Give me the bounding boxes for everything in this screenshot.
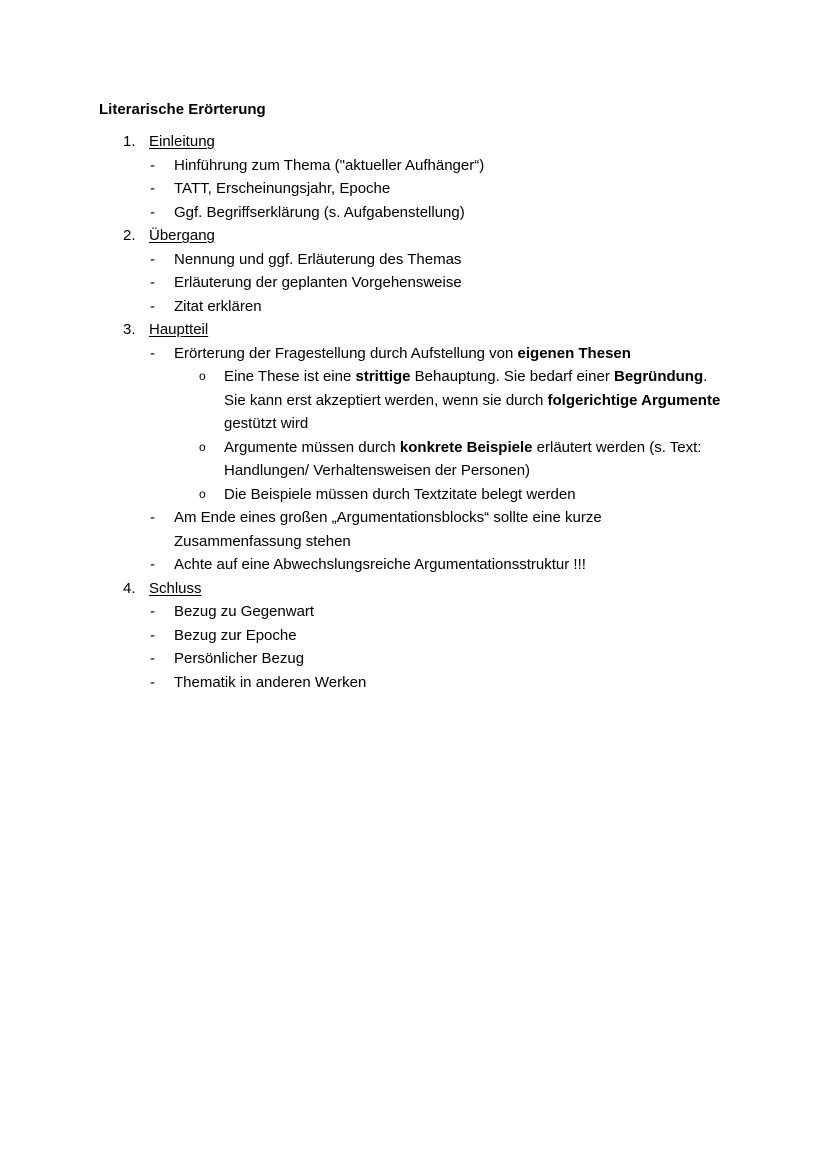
text-segment: Eine These ist eine — [224, 368, 356, 385]
list-item-text: Bezug zu Gegenwart — [174, 603, 315, 620]
dash-bullet: - — [150, 650, 155, 667]
section-number: 1. — [123, 133, 136, 150]
section-hauptteil — [0, 318, 828, 342]
list-item — [0, 600, 828, 624]
list-item — [0, 647, 828, 671]
text-segment: Behauptung. Sie bedarf einer — [410, 368, 614, 385]
list-item-text: Hinführung zum Thema ("aktueller Aufhänger“) — [174, 156, 485, 174]
list-item — [0, 177, 828, 201]
dash-bullet: - — [150, 203, 155, 221]
bold-segment: eigenen Thesen — [517, 344, 631, 362]
text-segment: gestützt wird — [224, 415, 309, 432]
text-segment: erläutert werden (s. Text: Handlungen/ Verhaltensweisen der Personen) — [224, 438, 702, 479]
outline — [0, 130, 828, 694]
text-segment: Erörterung der Fragestellung durch Aufstellung von — [174, 344, 518, 362]
section-number: 3. — [123, 321, 136, 338]
bold-segment: konkrete Beispiele — [399, 438, 533, 456]
section-schluss — [0, 577, 828, 601]
list-item-text: Achte auf eine Abwechslungsreiche Argumentationsstruktur !!! — [174, 556, 586, 573]
list-item — [0, 506, 828, 553]
dash-bullet: - — [150, 274, 155, 291]
list-item-text: Zitat erklären — [174, 297, 262, 315]
list-item-text: Erläuterung der geplanten Vorgehensweise — [174, 274, 462, 291]
dash-bullet: - — [150, 250, 155, 268]
dash-bullet: - — [150, 156, 155, 174]
sub-list-item-text: Die Beispiele müssen durch Textzitate belegt werden — [224, 485, 576, 503]
sub-list-item-text — [224, 436, 724, 483]
list-item-text: Bezug zur Epoche — [174, 626, 297, 644]
list-item-text: Nennung und ggf. Erläuterung des Themas — [174, 250, 462, 268]
list-item-text: Ggf. Begriffserklärung (s. Aufgabenstellung) — [174, 203, 465, 221]
dash-bullet: - — [150, 603, 155, 620]
section-title: Übergang — [149, 227, 215, 244]
dash-bullet: - — [150, 344, 155, 362]
sub-list-item — [0, 483, 828, 507]
text-segment: Argumente müssen durch — [224, 438, 400, 456]
list-item-text: Am Ende eines großen „Argumentationsblocks“ sollte eine kurze Zusammenfassung stehen — [174, 509, 602, 550]
bold-segment: folgerichtige Argumente — [547, 391, 721, 409]
list-item — [0, 201, 828, 225]
document-title: Literarische Erörterung — [99, 101, 266, 118]
sub-list-item — [0, 365, 828, 436]
sub-list-item — [0, 436, 828, 483]
circle-bullet: o — [199, 369, 206, 383]
bold-segment: strittige — [355, 368, 411, 385]
section-einleitung — [0, 130, 828, 154]
list-item — [0, 671, 828, 695]
text-segment: . Sie kann erst akzeptiert werden, wenn sie durch — [224, 368, 708, 409]
list-item-text: Thematik in anderen Werken — [174, 673, 367, 691]
list-item — [0, 295, 828, 319]
circle-bullet: o — [199, 486, 206, 501]
dash-bullet: - — [150, 509, 155, 526]
dash-bullet: - — [150, 626, 155, 644]
dash-bullet: - — [150, 297, 155, 315]
list-item — [0, 624, 828, 648]
section-title: Einleitung — [149, 133, 215, 150]
bold-segment: Begründung — [613, 368, 704, 385]
list-item — [0, 342, 828, 366]
list-item — [0, 154, 828, 178]
list-item-text — [174, 342, 674, 366]
section-title: Hauptteil — [149, 321, 209, 338]
dash-bullet: - — [150, 180, 155, 197]
section-number: 2. — [123, 227, 136, 244]
section-title: Schluss — [149, 579, 202, 597]
dash-bullet: - — [150, 556, 155, 573]
list-item — [0, 271, 828, 295]
section-number: 4. — [123, 579, 136, 597]
section-uebergang — [0, 224, 828, 248]
list-item-text: TATT, Erscheinungsjahr, Epoche — [174, 180, 391, 197]
circle-bullet: o — [199, 439, 206, 454]
dash-bullet: - — [150, 673, 155, 691]
sub-list-item-text — [224, 365, 724, 436]
list-item — [0, 553, 828, 577]
list-item — [0, 248, 828, 272]
list-item-text: Persönlicher Bezug — [174, 650, 305, 667]
